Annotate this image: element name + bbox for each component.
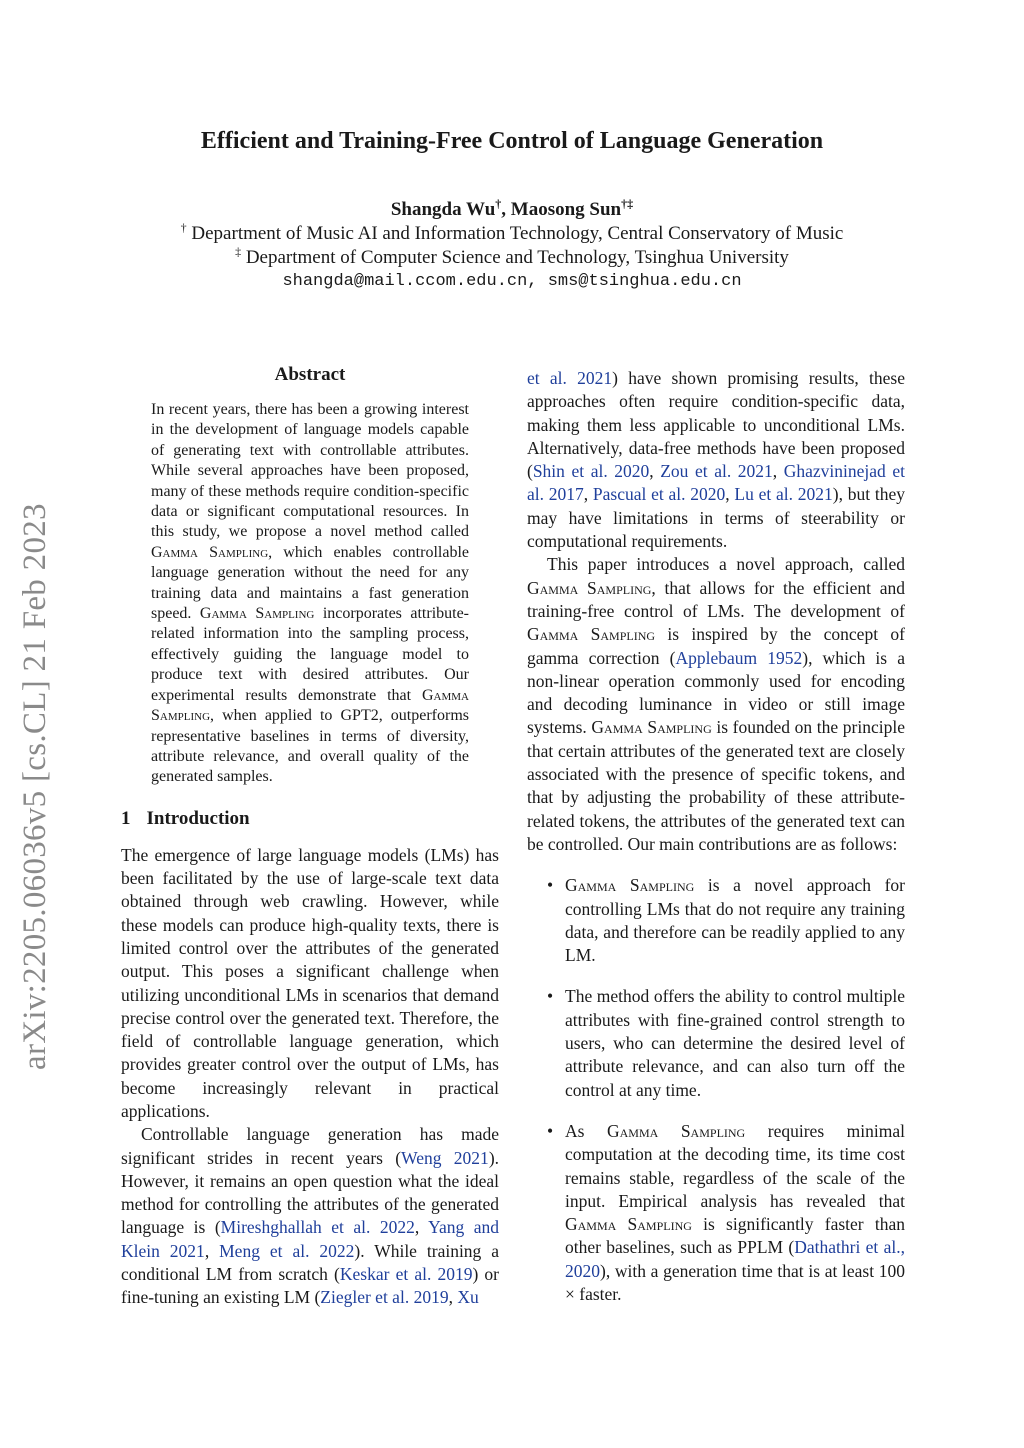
list-item-text: As [565, 1120, 607, 1141]
abstract-text [151, 400, 469, 788]
method-name: Gamma Sampling [565, 1214, 692, 1235]
citation-link[interactable]: Zou et al. 2021 [660, 461, 773, 482]
abstract-heading: Abstract [274, 364, 346, 385]
section-title: Introduction [146, 807, 250, 829]
paragraph-text: ), but they may have limitations in terms of steerability or computational requirements. [527, 484, 905, 552]
author-emails: shangda@mail.ccom.edu.cn, sms@tsinghua.edu.cn [282, 272, 742, 291]
abstract-text-part: , which enables controllable language generation without the need for any training data and maintains a fast generation speed. [151, 543, 469, 623]
method-name: Gamma Sampling [606, 1120, 746, 1141]
citation-link[interactable]: Mireshghallah et al. 2022 [220, 1217, 415, 1238]
affiliation-2-text: Department of Computer Science and Technology, Tsinghua University [241, 247, 789, 268]
list-item-text: is a novel approach for controlling LMs that do not require any training data, and therefore can be readily applied to any LM. [565, 875, 905, 966]
abstract-text-part: In recent years, there has been a growing interest in the development of language models capable of generating text with controllable attributes. While several approaches have been proposed, many of these methods require condition-specific data or significant computational resources. In this study, we propose a novel method called [151, 401, 469, 541]
intro-paragraph-1: The emergence of large language models (LMs) has been facilitated by the use of large-scale text data obtained through web crawling. However, while these models can produce high-quality texts, there is limited control over the attributes of the generated output. This poses a significant challenge when utilizing unconditional LMs in scenarios that demand precise control over the generated text. Therefore, the field of controllable language generation, which provides greater control over the output of LMs, has become increasingly relevant in practical applications. [121, 844, 499, 1121]
citation-link[interactable]: Ghazvininejad et al. 2017 [527, 461, 905, 505]
citation-link[interactable]: Meng et al. 2022 [219, 1240, 355, 1261]
method-name: Gamma Sampling [151, 686, 469, 725]
list-item-text: requires minimal computation at the decoding time, its time cost remains stable, regardless of the scale of the input. Empirical analysis has revealed that [565, 1120, 905, 1211]
citation-separator: , [204, 1240, 220, 1261]
list-item-text: The method offers the ability to control multiple attributes with fine-grained control strength to users, who can determine the desired level of attribute relevance, and can also turn off the control at any time. [565, 986, 905, 1100]
author-names [0, 198, 1024, 222]
bullet-icon: • [547, 986, 554, 1007]
citation-separator: , [583, 484, 593, 505]
method-name: Gamma Sampling [565, 875, 695, 896]
list-item [527, 985, 905, 1101]
citation-link[interactable]: Yang and Klein 2021 [121, 1217, 499, 1261]
list-item-text: ), with a generation time that is at least 100 × faster. [565, 1260, 905, 1304]
citation-link[interactable]: Shin et al. 2020 [532, 461, 650, 482]
bullet-icon: • [547, 875, 554, 896]
contributions-list [527, 874, 905, 1306]
method-name: Gamma Sampling [199, 605, 315, 623]
citation-separator: , [649, 461, 661, 482]
paragraph-text: ) or fine-tuning an existing LM ( [121, 1264, 499, 1308]
author-1-mark: † [495, 196, 502, 211]
paragraph-text: This paper introduces a novel approach, called [547, 554, 905, 575]
author-separator: , [501, 199, 511, 220]
list-item [527, 1120, 905, 1306]
paragraph-text: Controllable language generation has made significant strides in recent years ( [121, 1124, 499, 1168]
paragraph-text: ). However, it remains an open question what the ideal method for controlling the attributes of the generated language is ( [121, 1147, 500, 1238]
right-column [527, 367, 905, 1324]
citation-separator: , [772, 461, 784, 482]
citation-link[interactable]: Ziegler et al. 2019 [320, 1287, 449, 1308]
citation-link-xu-part2[interactable]: et al. 2021 [527, 368, 613, 388]
citation-separator: , [725, 484, 735, 505]
citation-link[interactable]: Weng 2021 [401, 1147, 489, 1168]
abstract-text-part: incorporates attribute-related information into the sampling process, effectively guiding the language model to produce text with desired attributes. Our experimental results demonstrate that [151, 605, 470, 704]
paragraph-text: is inspired by the concept of gamma correction ( [527, 624, 905, 668]
intro-paragraph-2-continued [527, 367, 905, 553]
citation-link[interactable]: Applebaum 1952 [675, 647, 803, 668]
citation-link[interactable]: Lu et al. 2021 [734, 484, 833, 505]
method-name: Gamma Sampling [591, 717, 712, 738]
author-block [0, 198, 1024, 294]
method-name: Gamma Sampling [151, 543, 269, 561]
citation-separator: , [414, 1217, 429, 1238]
affiliation-1-mark: † [180, 220, 187, 235]
left-column [121, 364, 499, 1310]
citation-link[interactable]: Dathathri et al., 2020 [565, 1237, 905, 1281]
author-2-mark: †‡ [621, 196, 634, 211]
section-number: 1 [121, 807, 131, 829]
list-item [527, 874, 905, 967]
citation-link[interactable]: Keskar et al. 2019 [339, 1264, 473, 1285]
paragraph-text: ) have shown promising results, these approaches often require condition-specific data, making them less applicable to unconditional LMs. Alternatively, data-free methods have been proposed ( [527, 368, 905, 482]
intro-paragraph-2 [121, 1123, 499, 1309]
abstract-text-part: , when applied to GPT2, outperforms representative baselines in terms of diversity, attribute relevance, and overall quality of the generated samples. [151, 707, 469, 786]
bullet-icon: • [547, 1120, 554, 1141]
author-2: Maosong Sun [510, 199, 622, 220]
affiliation-2-mark: ‡ [235, 244, 242, 259]
author-1: Shangda Wu [390, 199, 496, 220]
paragraph-text: , that allows for the efficient and training-free control of LMs. The development of [527, 577, 905, 621]
list-item-text: is significantly faster than other baselines, such as PPLM ( [565, 1214, 905, 1258]
arxiv-identifier: arXiv:2205.06036v5 [cs.CL] 21 Feb 2023 [17, 503, 53, 1070]
affiliation-2 [0, 246, 1024, 270]
citation-link-xu-part1[interactable]: Xu [457, 1287, 479, 1308]
citation-separator: , [448, 1287, 458, 1308]
paper-title: Efficient and Training-Free Control of Language Generation [200, 128, 824, 154]
method-name: Gamma Sampling [527, 577, 652, 598]
method-name: Gamma Sampling [527, 624, 656, 645]
section-heading-introduction [121, 808, 499, 830]
paragraph-text: ). While training a conditional LM from scratch ( [121, 1240, 500, 1285]
affiliation-1 [0, 222, 1024, 246]
intro-paragraph-3 [527, 553, 905, 856]
citation-link[interactable]: Pascual et al. 2020 [592, 484, 726, 505]
paragraph-text: is founded on the principle that certain attributes of the generated text are closely associated with the presence of specific tokens, and that by adjusting the probability of these attribute-related tokens, the attributes of the generated text can be controlled. Our main contributions are as follows: [527, 717, 905, 854]
paragraph-text: ), which is a non-linear operation commonly used for encoding and decoding luminance in video or still image systems. [527, 647, 905, 738]
affiliation-1-text: Department of Music AI and Information Technology, Central Conservatory of Music [186, 223, 844, 244]
